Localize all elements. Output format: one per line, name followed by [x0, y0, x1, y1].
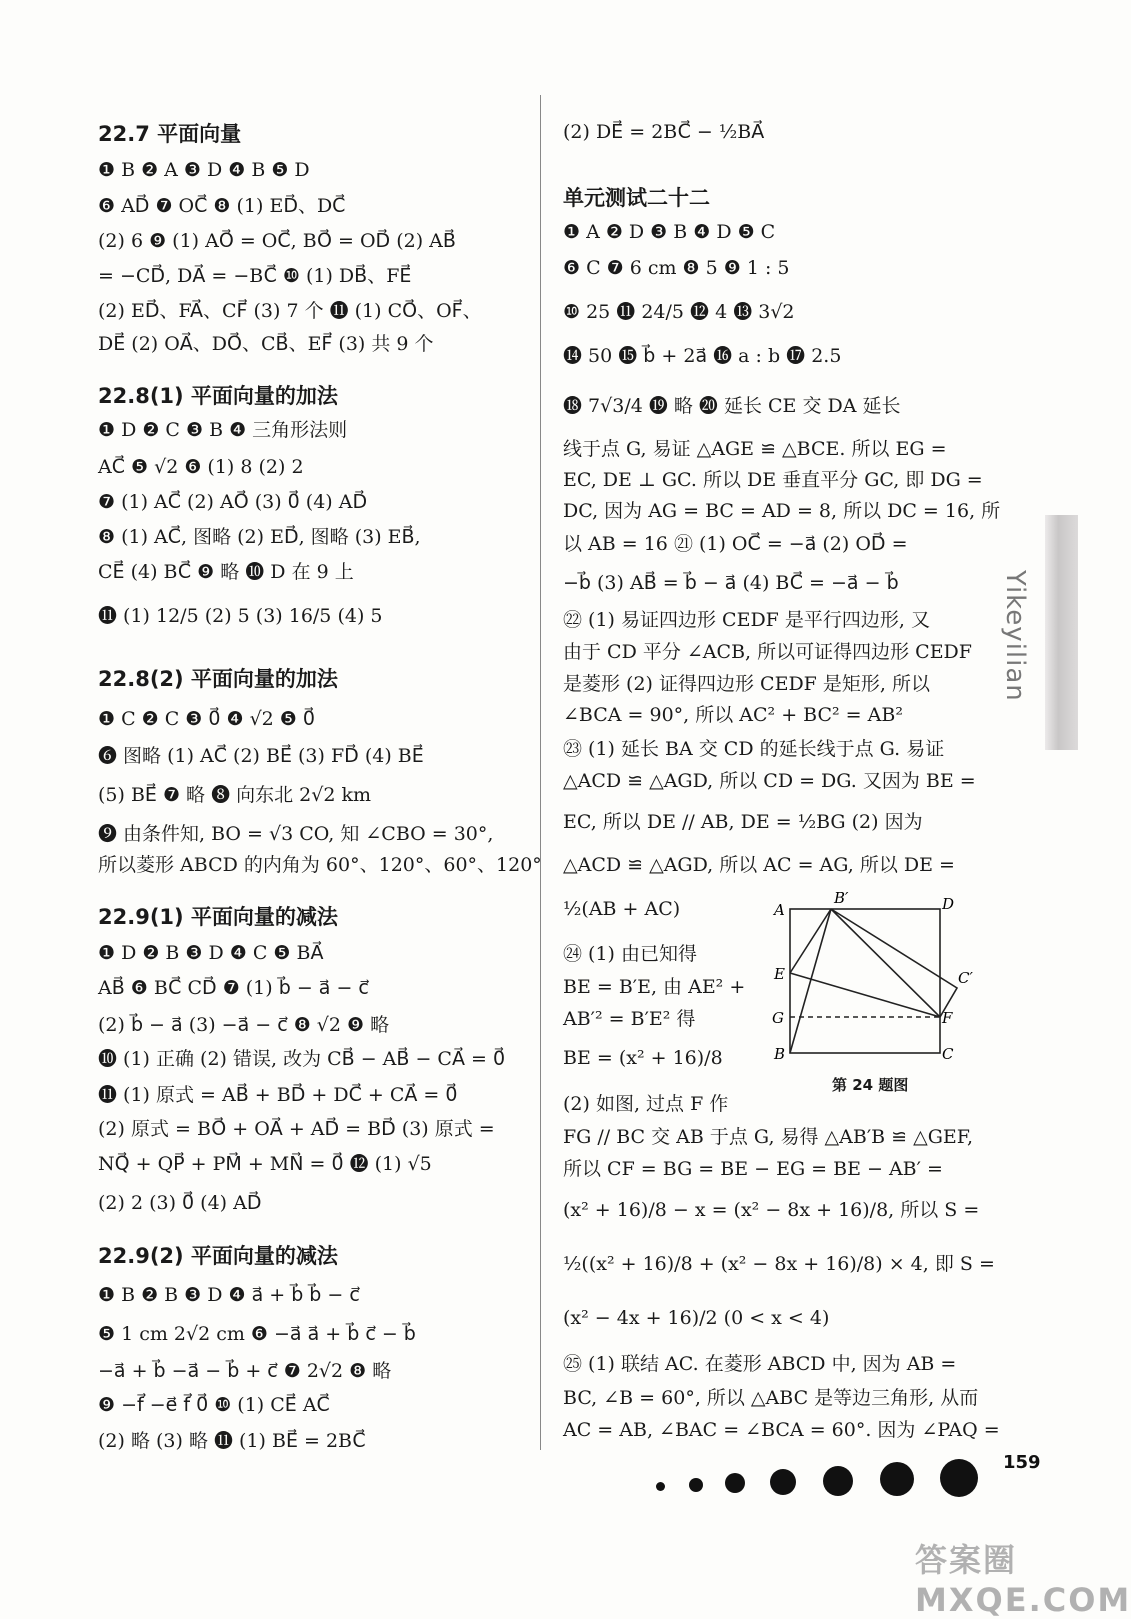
answer-line: ∠BCA = 90°, 所以 AC² + BC² = AB² — [563, 704, 903, 726]
section-heading: 22.8(1) 平面向量的加法 — [98, 384, 338, 408]
page-dot — [940, 1459, 978, 1497]
label-c: C — [942, 1045, 954, 1063]
label-g: G — [772, 1009, 784, 1027]
page-dot — [823, 1466, 853, 1496]
page-dot — [880, 1462, 914, 1496]
section-heading: 22.7 平面向量 — [98, 122, 242, 146]
column-divider — [540, 95, 541, 1450]
answer-line: AB⃗ ❻ BC⃗ CD⃗ ❼ (1) b⃗ − a⃗ − c⃗ — [98, 977, 369, 999]
page-number: 159 — [1003, 1452, 1041, 1473]
answer-line: (2) b⃗ − a⃗ (3) −a⃗ − c⃗ ❽ √2 ❾ 略 — [98, 1014, 390, 1036]
answer-line: ⓮ 50 ⓯ b⃗ + 2a⃗ ⓰ a : b ⓱ 2.5 — [563, 345, 842, 367]
answer-line: (2) 如图, 过点 F 作 — [563, 1093, 729, 1115]
page-dot — [770, 1469, 796, 1495]
edge-strip — [1045, 515, 1078, 750]
answer-line: (x² − 4x + 16)/2 (0 < x < 4) — [563, 1307, 830, 1329]
side-tag: Yikeyilian — [1000, 570, 1030, 702]
answer-line: ½(AB + AC) — [563, 898, 681, 920]
answer-line: ❻ AD⃗ ❼ OC⃗ ❽ (1) ED⃗、DC⃗ — [98, 195, 346, 217]
fold-lines-b — [790, 909, 831, 1053]
answer-line: −b⃗ (3) AB⃗ = b⃗ − a⃗ (4) BC⃗ = −a⃗ − b⃗ — [563, 572, 899, 594]
answer-line: ½((x² + 16)/8 + (x² − 8x + 16)/8) × 4, 即 S = — [563, 1253, 995, 1275]
fold-lines-c — [831, 909, 957, 1017]
page-dot — [656, 1482, 665, 1491]
answer-line: DE⃗ (2) OA⃗、DO⃗、CB⃗、EF⃗ (3) 共 9 个 — [98, 333, 434, 355]
figure-24 — [770, 889, 990, 1098]
label-d: D — [942, 895, 955, 913]
answer-line: △ACD ≌ △AGD, 所以 AC = AG, 所以 DE = — [563, 854, 955, 876]
answer-line: EC, 所以 DE // AB, DE = ½BG (2) 因为 — [563, 811, 923, 833]
page-dot — [689, 1478, 703, 1492]
answer-line: ❽ (1) AC⃗, 图略 (2) ED⃗, 图略 (3) EB⃗, — [98, 526, 421, 548]
answer-line: AB′² = B′E² 得 — [563, 1008, 696, 1030]
section-heading: 22.9(1) 平面向量的减法 — [98, 905, 338, 929]
answer-line: ❶ B ❷ A ❸ D ❹ B ❺ D — [98, 159, 310, 181]
answer-line: ❾ 由条件知, BO = √3 CO, 知 ∠CBO = 30°, — [98, 823, 494, 845]
answer-line: ⓫ (1) 原式 = AB⃗ + BD⃗ + DC⃗ + CA⃗ = 0⃗ — [98, 1084, 458, 1106]
answer-line: AC⃗ ❺ √2 ❻ (1) 8 (2) 2 — [98, 456, 304, 478]
answer-line: ⓲ 7√3/4 ⓳ 略 ⓴ 延长 CE 交 DA 延长 — [563, 395, 901, 417]
answer-line: BE = (x² + 16)/8 — [563, 1047, 723, 1069]
answer-line: ⓫ (1) 12/5 (2) 5 (3) 16/5 (4) 5 — [98, 605, 383, 627]
answer-line: △ACD ≌ △AGD, 所以 CD = DG. 又因为 BE = — [563, 770, 976, 792]
answer-line: (5) BE⃗ ❼ 略 ❽ 向东北 2√2 km — [98, 784, 372, 806]
answer-line: ❾ −f⃗ −e⃗ f⃗ 0⃗ ❿ (1) CE⃗ AC⃗ — [98, 1394, 330, 1416]
figure-caption: 第 24 题图 — [832, 1076, 909, 1094]
answer-line: ❿ (1) 正确 (2) 错误, 改为 CB⃗ − AB⃗ − CA⃗ = 0⃗ — [98, 1048, 506, 1070]
label-c-prime: C′ — [958, 969, 973, 987]
label-e: E — [774, 965, 785, 983]
label-a: A — [774, 901, 785, 919]
answer-line: ❶ C ❷ C ❸ 0⃗ ❹ √2 ❺ 0⃗ — [98, 708, 315, 730]
answer-line: 所以 CF = BG = BE − EG = BE − AB′ = — [563, 1158, 943, 1180]
answer-line: NQ⃗ + QP⃗ + PM⃗ + MN⃗ = 0⃗ ⓬ (1) √5 — [98, 1153, 432, 1175]
answer-line: AC = AB, ∠BAC = ∠BCA = 60°. 因为 ∠PAQ = — [563, 1419, 1000, 1441]
answer-line: (2) 略 (3) 略 ⓫ (1) BE⃗ = 2BC⃗ — [98, 1430, 366, 1452]
answer-line: BE = B′E, 由 AE² + — [563, 976, 746, 998]
section-heading: 单元测试二十二 — [563, 186, 710, 210]
answer-line: FG // BC 交 AB 于点 G, 易得 △AB′B ≌ △GEF, — [563, 1126, 974, 1148]
answer-line: DC, 因为 AG = BC = AD = 8, 所以 DC = 16, 所 — [563, 500, 1001, 522]
answer-line: ❶ D ❷ B ❸ D ❹ C ❺ BA⃗ — [98, 942, 324, 964]
answer-line: ㉓ (1) 延长 BA 交 CD 的延长线于点 G. 易证 — [563, 738, 945, 760]
answer-line: ❻ C ❼ 6 cm ❽ 5 ❾ 1 : 5 — [563, 257, 790, 279]
answer-line: ㉔ (1) 由已知得 — [563, 943, 697, 965]
answer-line: (x² + 16)/8 − x = (x² − 8x + 16)/8, 所以 S = — [563, 1199, 980, 1221]
answer-line: ㉕ (1) 联结 AC. 在菱形 ABCD 中, 因为 AB = — [563, 1353, 957, 1375]
answer-line: (2) 2 (3) 0⃗ (4) AD⃗ — [98, 1192, 262, 1214]
answer-line: 线于点 G, 易证 △AGE ≌ △BCE. 所以 EG = — [563, 438, 947, 460]
label-b-prime: B′ — [834, 889, 849, 907]
answer-line: 由于 CD 平分 ∠ACB, 所以可证得四边形 CEDF — [563, 641, 972, 663]
watermark: 答案圈 MXQE.COM — [915, 1541, 1131, 1619]
answer-line: BC, ∠B = 60°, 所以 △ABC 是等边三角形, 从而 — [563, 1387, 979, 1409]
answer-line: ❿ 25 ⓫ 24/5 ⓬ 4 ⓭ 3√2 — [563, 301, 795, 323]
label-f: F — [942, 1009, 953, 1027]
answer-line: 以 AB = 16 ㉑ (1) OC⃗ = −a⃗ (2) OD⃗ = — [563, 533, 908, 555]
answer-line: ㉒ (1) 易证四边形 CEDF 是平行四边形, 又 — [563, 609, 930, 631]
answer-line: 是菱形 (2) 证得四边形 CEDF 是矩形, 所以 — [563, 673, 930, 695]
answer-line: (2) ED⃗、FA⃗、CF⃗ (3) 7 个 ⓫ (1) CO⃗、OF⃗、 — [98, 300, 482, 322]
section-heading: 22.9(2) 平面向量的减法 — [98, 1244, 338, 1268]
answer-line: = −CD⃗, DA⃗ = −BC⃗ ❿ (1) DB⃗、FE⃗ — [98, 265, 412, 287]
answer-line: 所以菱形 ABCD 的内角为 60°、120°、60°、120° — [98, 854, 542, 876]
answer-line: (2) DE⃗ = 2BC⃗ − ½BA⃗ — [563, 121, 765, 143]
page-dot — [725, 1473, 745, 1493]
answer-line: ❼ (1) AC⃗ (2) AO⃗ (3) 0⃗ (4) AD⃗ — [98, 491, 368, 513]
answer-line: ❶ A ❷ D ❸ B ❹ D ❺ C — [563, 221, 776, 243]
answer-line: CE⃗ (4) BC⃗ ❾ 略 ❿ D 在 9 上 — [98, 561, 354, 583]
label-b: B — [774, 1045, 786, 1063]
answer-line: (2) 6 ❾ (1) AO⃗ = OC⃗, BO⃗ = OD⃗ (2) AB⃗ — [98, 230, 456, 252]
answer-line: ❶ D ❷ C ❸ B ❹ 三角形法则 — [98, 419, 348, 441]
answer-line: ❻ 图略 (1) AC⃗ (2) BE⃗ (3) FD⃗ (4) BE⃗ — [98, 745, 424, 767]
answer-line: EC, DE ⊥ GC. 所以 DE 垂直平分 GC, 即 DG = — [563, 469, 983, 491]
answer-line: −a⃗ + b⃗ −a⃗ − b⃗ + c⃗ ❼ 2√2 ❽ 略 — [98, 1360, 392, 1382]
answer-line: ❶ B ❷ B ❸ D ❹ a⃗ + b⃗ b⃗ − c⃗ — [98, 1284, 360, 1306]
section-heading: 22.8(2) 平面向量的加法 — [98, 667, 338, 691]
answer-line: (2) 原式 = BO⃗ + OA⃗ + AD⃗ = BD⃗ (3) 原式 = — [98, 1118, 495, 1140]
answer-line: ❺ 1 cm 2√2 cm ❻ −a⃗ a⃗ + b⃗ c⃗ − b⃗ — [98, 1323, 416, 1345]
